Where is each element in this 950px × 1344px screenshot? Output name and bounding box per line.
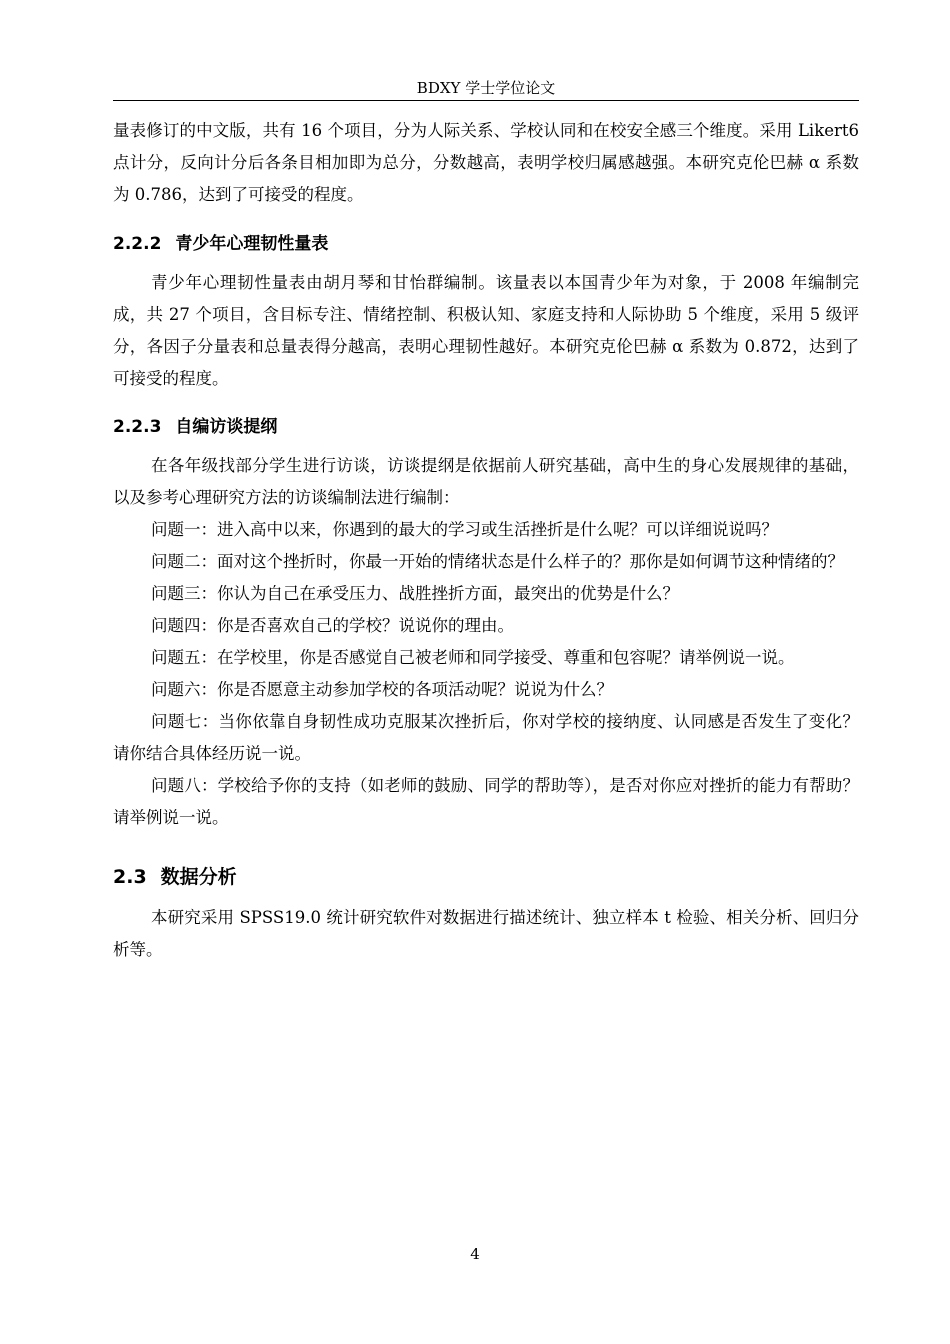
interview-question-1: 问题一：进入高中以来，你遇到的最大的学习或生活挫折是什么呢？可以详细说说吗？ xyxy=(151,520,778,539)
interview-question-8: 问题八：学校给予你的支持（如老师的鼓励、同学的帮助等），是否对你应对挫折的能力有帮助？请举例说一说。 xyxy=(113,776,859,827)
resilience-scale-paragraph: 青少年心理韧性量表由胡月琴和甘怡群编制。该量表以本国青少年为对象，于 2008 年编制完成，共 27 个项目，含目标专注、情绪控制、积极认知、家庭支持和人际协助 5 个维度，采用 5 级评分，各因子分量表和总量表得分越高，表明心理韧性越好。本研究克伦巴赫 α 系数为 0.872，达到了可接受的程度。 xyxy=(113,273,859,388)
section-number: 2.2.3 xyxy=(113,417,162,437)
intro-paragraph: 量表修订的中文版，共有 16 个项目，分为人际关系、学校认同和在校安全感三个维度。采用 Likert6 点计分，反向计分后各条目相加即为总分，分数越高，表明学校归属感越强。本研究克伦巴赫 α 系数为 0.786，达到了可接受的程度。 xyxy=(113,121,859,204)
page-header xyxy=(113,78,859,101)
section-title: 青少年心理韧性量表 xyxy=(175,234,329,254)
section-heading-2-2-2 xyxy=(113,232,859,256)
page-content xyxy=(113,115,859,966)
interview-question-4: 问题四：你是否喜欢自己的学校？说说你的理由。 xyxy=(151,616,514,635)
header-title: BDXY 学士学位论文 xyxy=(416,79,556,97)
section-title: 数据分析 xyxy=(160,866,237,888)
section-number: 2.3 xyxy=(113,866,147,888)
interview-question-2: 问题二：面对这个挫折时，你最一开始的情绪状态是什么样子的？那你是如何调节这种情绪的？ xyxy=(151,552,844,571)
page-number: 4 xyxy=(470,1245,480,1263)
data-analysis-paragraph: 本研究采用 SPSS19.0 统计研究软件对数据进行描述统计、独立样本 t 检验、相关分析、回归分析等。 xyxy=(113,908,859,959)
interview-question-3: 问题三：你认为自己在承受压力、战胜挫折方面，最突出的优势是什么？ xyxy=(151,584,679,603)
section-heading-2-3 xyxy=(113,864,859,890)
interview-intro-paragraph: 在各年级找部分学生进行访谈，访谈提纲是依据前人研究基础，高中生的身心发展规律的基础，以及参考心理研究方法的访谈编制法进行编制： xyxy=(113,456,859,507)
section-title: 自编访谈提纲 xyxy=(175,417,278,437)
interview-question-5: 问题五：在学校里，你是否感觉自己被老师和同学接受、尊重和包容呢？请举例说一说。 xyxy=(151,648,795,667)
section-number: 2.2.2 xyxy=(113,234,162,254)
section-heading-2-2-3 xyxy=(113,415,859,439)
interview-question-6: 问题六：你是否愿意主动参加学校的各项活动呢？说说为什么？ xyxy=(151,680,613,699)
interview-question-7: 问题七：当你依靠自身韧性成功克服某次挫折后，你对学校的接纳度、认同感是否发生了变化？请你结合具体经历说一说。 xyxy=(113,712,859,763)
